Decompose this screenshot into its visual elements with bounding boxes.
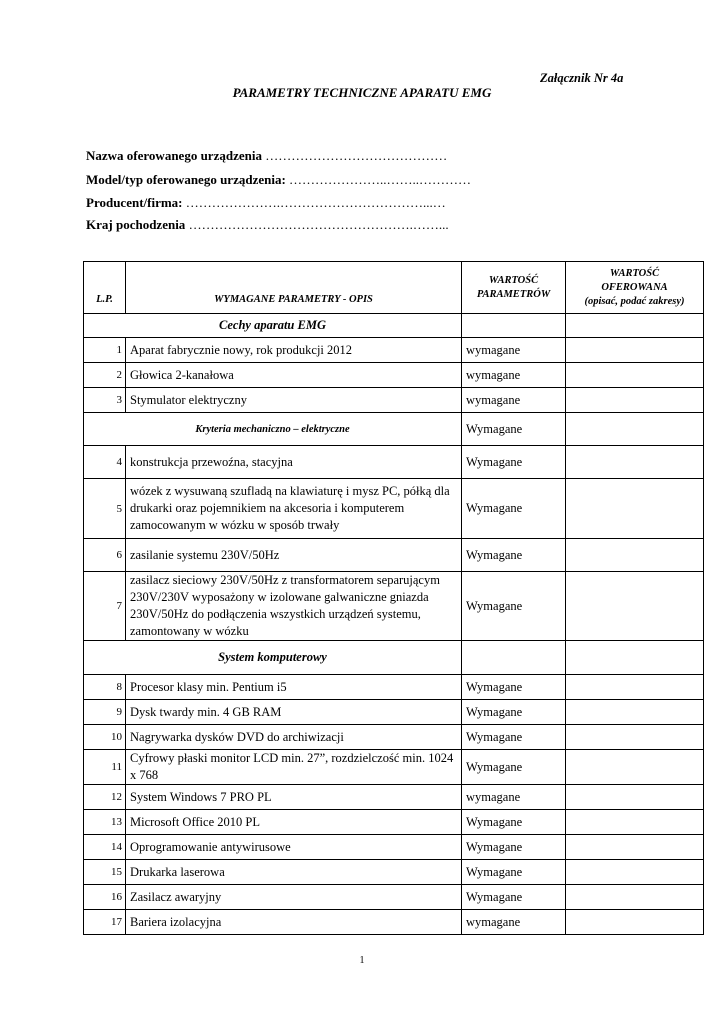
row-lp: 9 — [84, 700, 126, 725]
header-required-line2: PARAMETRÓW — [476, 288, 551, 300]
header-offered-value — [566, 262, 704, 314]
row-lp: 11 — [84, 750, 126, 785]
row-lp: 3 — [84, 388, 126, 413]
row-required-value: Wymagane — [462, 675, 566, 700]
table-row — [84, 910, 704, 935]
row-lp: 16 — [84, 885, 126, 910]
row-offered-value[interactable] — [566, 479, 704, 539]
section-required-value — [462, 641, 566, 675]
row-description: Drukarka laserowa — [126, 860, 462, 885]
row-description: Stymulator elektryczny — [126, 388, 462, 413]
table-row — [84, 446, 704, 479]
row-offered-value[interactable] — [566, 363, 704, 388]
header-required-line1: WARTOŚĆ — [488, 274, 539, 286]
row-description: System Windows 7 PRO PL — [126, 785, 462, 810]
row-required-value: Wymagane — [462, 446, 566, 479]
field-country — [86, 217, 449, 233]
row-lp: 15 — [84, 860, 126, 885]
section-required-value: Wymagane — [462, 413, 566, 446]
row-description: zasilanie systemu 230V/50Hz — [126, 539, 462, 572]
row-required-value: wymagane — [462, 388, 566, 413]
row-required-value: wymagane — [462, 363, 566, 388]
row-offered-value[interactable] — [566, 810, 704, 835]
table-row — [84, 785, 704, 810]
row-lp: 17 — [84, 910, 126, 935]
field-producer — [86, 195, 446, 211]
table-row — [84, 810, 704, 835]
table-row — [84, 363, 704, 388]
row-lp: 13 — [84, 810, 126, 835]
row-required-value: wymagane — [462, 785, 566, 810]
table-row — [84, 675, 704, 700]
field-label: Kraj pochodzenia — [86, 217, 186, 232]
row-offered-value[interactable] — [566, 539, 704, 572]
table-row — [84, 885, 704, 910]
row-description: Oprogramowanie antywirusowe — [126, 835, 462, 860]
row-offered-value[interactable] — [566, 860, 704, 885]
row-description: Cyfrowy płaski monitor LCD min. 27”, rozdzielczość min. 1024 x 768 — [126, 750, 462, 785]
row-required-value: wymagane — [462, 910, 566, 935]
row-description: Microsoft Office 2010 PL — [126, 810, 462, 835]
row-lp: 5 — [84, 479, 126, 539]
section-title: System komputerowy — [84, 641, 462, 675]
section-row — [84, 641, 704, 675]
table-row — [84, 572, 704, 641]
row-offered-value[interactable] — [566, 785, 704, 810]
row-description: Dysk twardy min. 4 GB RAM — [126, 700, 462, 725]
row-description: konstrukcja przewoźna, stacyjna — [126, 446, 462, 479]
table-row — [84, 539, 704, 572]
field-label: Nazwa oferowanego urządzenia — [86, 148, 262, 163]
header-desc: WYMAGANE PARAMETRY - OPIS — [126, 262, 462, 314]
field-dots: ………………….……………………………...… — [185, 195, 446, 210]
header-offered-line1: WARTOŚĆ — [609, 267, 660, 279]
row-description: wózek z wysuwaną szufladą na klawiaturę i mysz PC, półką dla drukarki oraz pojemnikiem na akcesoria i komputerem zamocowanym w wózku w sposób trwały — [126, 479, 462, 539]
table-row — [84, 860, 704, 885]
field-model — [86, 172, 471, 188]
document-title: PARAMETRY TECHNICZNE APARATU EMG — [232, 85, 492, 100]
table-row — [84, 750, 704, 785]
field-label: Model/typ oferowanego urządzenia: — [86, 172, 286, 187]
row-lp: 2 — [84, 363, 126, 388]
row-lp: 8 — [84, 675, 126, 700]
table-row — [84, 700, 704, 725]
row-offered-value[interactable] — [566, 675, 704, 700]
section-title: Cechy aparatu EMG — [84, 314, 462, 338]
table-header-row — [84, 262, 704, 314]
row-offered-value[interactable] — [566, 388, 704, 413]
row-required-value: Wymagane — [462, 572, 566, 641]
row-required-value: Wymagane — [462, 860, 566, 885]
row-offered-value[interactable] — [566, 700, 704, 725]
row-offered-value[interactable] — [566, 750, 704, 785]
row-lp: 10 — [84, 725, 126, 750]
row-lp: 1 — [84, 338, 126, 363]
row-offered-value[interactable] — [566, 725, 704, 750]
row-description: Zasilacz awaryjny — [126, 885, 462, 910]
row-lp: 6 — [84, 539, 126, 572]
row-description: zasilacz sieciowy 230V/50Hz z transformatorem separującym 230V/230V wyposażony w izolowane galwaniczne gniazda 230V/50Hz do podłączenia wszystkich urządzeń systemu, zamontowany w wózku — [126, 572, 462, 641]
section-row — [84, 413, 704, 446]
table-row — [84, 338, 704, 363]
row-offered-value[interactable] — [566, 446, 704, 479]
row-description: Procesor klasy min. Pentium i5 — [126, 675, 462, 700]
row-lp: 4 — [84, 446, 126, 479]
row-lp: 7 — [84, 572, 126, 641]
header-offered-line2: OFEROWANA — [601, 281, 668, 293]
table-row — [84, 835, 704, 860]
section-title: Kryteria mechaniczno – elektryczne — [84, 413, 462, 446]
parameters-table — [83, 261, 704, 935]
section-offered-value[interactable] — [566, 413, 704, 446]
page-number: 1 — [359, 955, 365, 966]
header-required-value — [462, 262, 566, 314]
row-required-value: Wymagane — [462, 479, 566, 539]
row-description: Bariera izolacyjna — [126, 910, 462, 935]
row-offered-value[interactable] — [566, 910, 704, 935]
field-dots: …………………..……..………… — [289, 172, 472, 187]
table-row — [84, 725, 704, 750]
row-offered-value[interactable] — [566, 572, 704, 641]
field-device-name — [86, 148, 447, 164]
field-dots: …………………………………………….……... — [188, 217, 449, 232]
row-required-value: Wymagane — [462, 810, 566, 835]
section-required-value — [462, 314, 566, 338]
row-required-value: Wymagane — [462, 700, 566, 725]
header-lp: L.P. — [84, 262, 126, 314]
row-required-value: Wymagane — [462, 750, 566, 785]
table-row — [84, 479, 704, 539]
section-row — [84, 314, 704, 338]
row-description: Nagrywarka dysków DVD do archiwizacji — [126, 725, 462, 750]
row-description: Głowica 2-kanałowa — [126, 363, 462, 388]
row-required-value: Wymagane — [462, 885, 566, 910]
annex-label: Załącznik Nr 4a — [540, 71, 624, 85]
field-dots: …………………………………… — [265, 148, 448, 163]
header-offered-line3: (opisać, podać zakresy) — [584, 295, 685, 307]
section-offered-value[interactable] — [566, 314, 704, 338]
row-lp: 12 — [84, 785, 126, 810]
section-offered-value[interactable] — [566, 641, 704, 675]
row-required-value: Wymagane — [462, 725, 566, 750]
table-row — [84, 388, 704, 413]
row-offered-value[interactable] — [566, 338, 704, 363]
row-required-value: Wymagane — [462, 835, 566, 860]
row-required-value: Wymagane — [462, 539, 566, 572]
row-lp: 14 — [84, 835, 126, 860]
row-description: Aparat fabrycznie nowy, rok produkcji 2012 — [126, 338, 462, 363]
row-required-value: wymagane — [462, 338, 566, 363]
field-label: Producent/firma: — [86, 195, 183, 210]
row-offered-value[interactable] — [566, 885, 704, 910]
row-offered-value[interactable] — [566, 835, 704, 860]
